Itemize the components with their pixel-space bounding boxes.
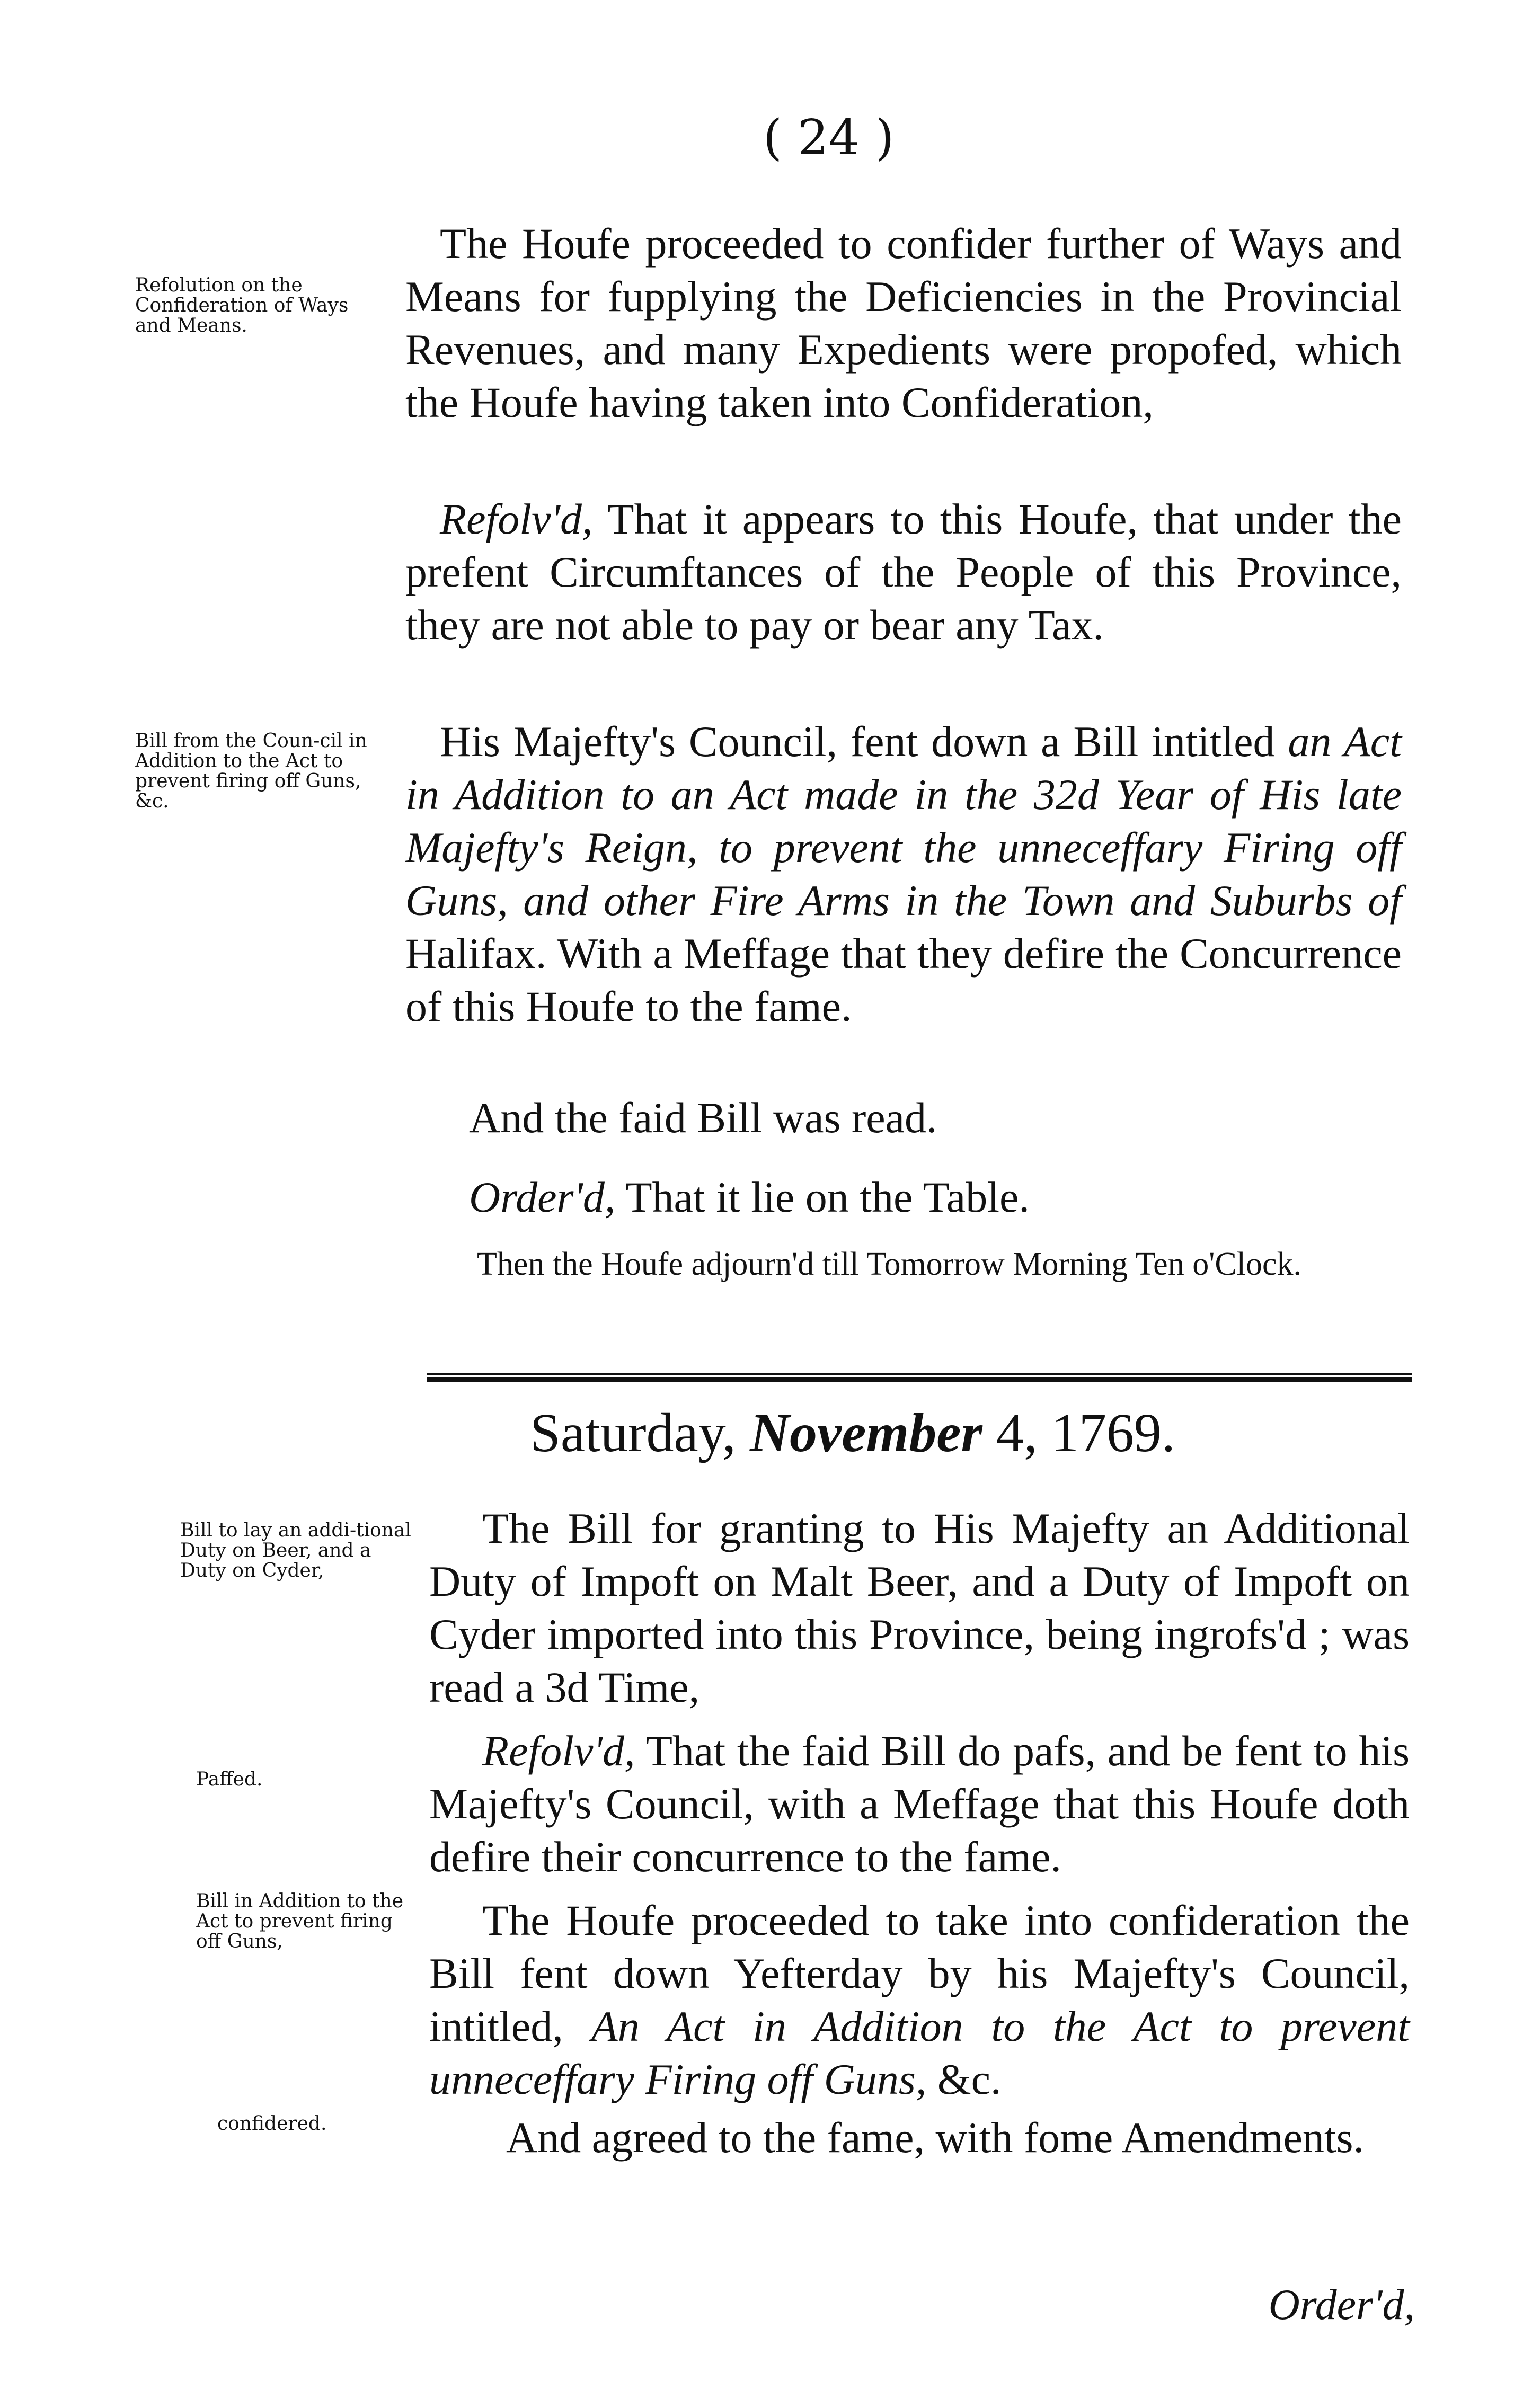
margin-note-ways-means: Refolution on the Confideration of Ways and Means. (135, 274, 349, 336)
council-bill-intro: His Majefty's Council, fent down a Bill intitled (440, 717, 1288, 766)
paragraph-duty-bill: The Bill for granting to His Majefty an Additional Duty of Impoft on Malt Beer, and a Duty of Impoft on Cyder imported into this Province, being ingrofs'd ; was read a 3d Time, (429, 1504, 1410, 1711)
paragraph-ways-means (405, 217, 1402, 429)
resolved-lead-2: Refolv'd, (482, 1727, 635, 1775)
margin-note-passed: Paffed. (196, 1769, 263, 1790)
paragraph-consider-guns-bill (429, 1894, 1410, 2106)
margin-note-addition-guns: Bill in Addition to the Act to prevent firing off Guns, (196, 1890, 404, 1952)
consider-guns-title: An Act in Addition to the Act to prevent unneceffary Firing off Guns, (429, 2002, 1410, 2103)
paragraph-bill-pass (429, 1725, 1410, 1883)
margin-note-bill-council: Bill from the Coun-cil in Addition to the Act to prevent firing off Guns, &c. (135, 730, 367, 812)
page-number: ( 24 ) (763, 109, 895, 166)
section-divider-rule (427, 1367, 1412, 1388)
paragraph-council-bill (405, 715, 1402, 1033)
margin-note-considered: confidered. (217, 2113, 327, 2135)
consider-guns-intro: The Houfe proceeded to take into confideration the Bill fent down Yefterday by his Majefty's Council, intitled, (429, 1896, 1410, 2050)
paragraph-lie-on-table (469, 1171, 1402, 1224)
paragraph-resolution-tax (405, 493, 1402, 652)
paragraph-agreed-amendments: And agreed to the fame, with fome Amendments. (506, 2113, 1365, 2162)
lie-on-table-text: That it lie on the Table. (615, 1173, 1030, 1221)
resolution-tax-text: That it appears to this Houfe, that under the prefent Circumftances of the People of this Province, they are not able to pay or bear any Tax. (405, 495, 1402, 649)
date-weekday: Saturday, (530, 1402, 750, 1463)
date-month: November (749, 1402, 982, 1463)
consider-guns-rest: &c. (926, 2055, 1002, 2103)
ordered-lead: Order'd, (469, 1173, 616, 1221)
paragraph-adjourned: Then the Houfe adjourn'd till Tomorrow Morning Ten o'Clock. (477, 1246, 1301, 1282)
bill-pass-text: That the faid Bill do pafs, and be fent to his Majefty's Council, with a Meffage that this Houfe doth defire their concurrence to the fame. (429, 1727, 1410, 1881)
date-heading (530, 1399, 1378, 1468)
margin-note-duty-beer: Bill to lay an addi-tional Duty on Beer, and a Duty on Cyder, (180, 1520, 411, 1581)
council-bill-rest: Halifax. With a Meffage that they defire the Concurrence of this Houfe to the fame. (405, 929, 1402, 1030)
paragraph-ways-means-text: The Houfe proceeded to confider further of Ways and Means for fupplying the Deficiencies in the Provincial Revenues, and many Expedients were propofed, which the Houfe having taken into Confideration, (405, 219, 1402, 426)
resolved-lead: Refolv'd, (440, 495, 593, 543)
council-bill-title: an Act in Addition to an Act made in the 32d Year of His late Majefty's Reign, to prevent the unneceffary Firing off Guns, and other Fire Arms in the Town and Suburbs of (405, 717, 1402, 925)
catchword: Order'd, (1268, 2280, 1415, 2329)
date-day-year: 4, 1769. (982, 1402, 1175, 1463)
paragraph-bill-read: And the faid Bill was read. (469, 1094, 937, 1142)
